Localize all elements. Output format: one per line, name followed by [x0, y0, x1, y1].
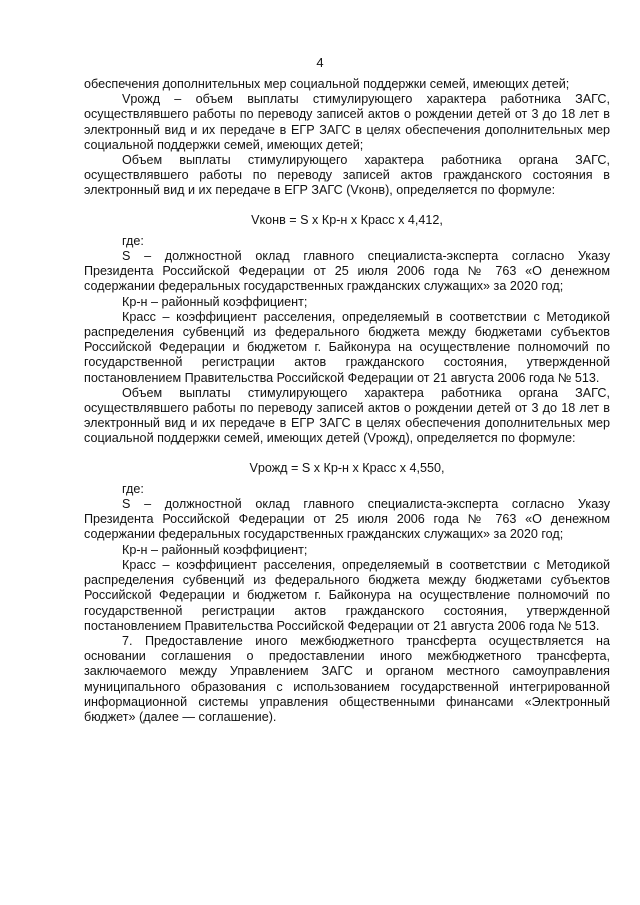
paragraph-krass-definition-2: Красс – коэффициент расселения, определяемый в соответствии с Методикой распределения субвенций из федерального бюджета между бюджетами субъектов Российской Федерации и бюджетом г. Байконура на осуществление полномочий по государственной регистрации актов гражданского состояния, утвержденной постановлением Правительства Российской Федерации от 21 августа 2006 года № 513.: [84, 557, 610, 633]
formula-vkonv: Vконв = S x Кр-н x Красс x 4,412,: [251, 212, 443, 227]
paragraph-krn-definition-1: Кр-н – районный коэффициент;: [122, 294, 308, 309]
paragraph-where-1: где:: [122, 233, 144, 248]
paragraph-s-definition-1: S – должностной оклад главного специалиста-эксперта согласно Указу Президента Российской Федерации от 25 июля 2006 года № 763 «О денежном содержании федеральных государственных гражданских служащих» за 2020 год;: [84, 249, 610, 294]
paragraph-item-7: 7. Предоставление иного межбюджетного трансферта осуществляется на основании соглашения о предоставлении иного межбюджетного трансферта, заключаемого между Управлением ЗАГС и органом местного самоуправления муниципального образования с использованием государственной интегрированной информационной системы управления общественными финансами «Электронный бюджет» (далее — соглашение).: [84, 633, 610, 724]
paragraph-vrozhd-intro: Объем выплаты стимулирующего характера работника органа ЗАГС, осуществлявшего работы по переводу записей актов о рождении детей от 3 до 18 лет в электронный вид и их передаче в ЕГР ЗАГС в целях обеспечения дополнительных мер социальной поддержки семей, имеющих детей (Vрожд), определяется по формуле:: [84, 385, 610, 446]
paragraph-continuation: обеспечения дополнительных мер социальной поддержки семей, имеющих детей;: [84, 77, 570, 91]
paragraph-s-definition-2: S – должностной оклад главного специалиста-эксперта согласно Указу Президента Российской Федерации от 25 июля 2006 года № 763 «О денежном содержании федеральных государственных гражданских служащих» за 2020 год;: [84, 497, 610, 542]
paragraph-where-2: где:: [122, 481, 144, 496]
document-body: [84, 77, 610, 725]
page-number: 4: [316, 55, 324, 70]
paragraph-krass-definition-1: Красс – коэффициент расселения, определяемый в соответствии с Методикой распределения субвенций из федерального бюджета между бюджетами субъектов Российской Федерации и бюджетом г. Байконура на осуществление полномочий по государственной регистрации актов гражданского состояния, утвержденной постановлением Правительства Российской Федерации от 21 августа 2006 года № 513.: [84, 309, 610, 385]
formula-vrozhd: Vрожд = S x Кр-н x Красс x 4,550,: [249, 460, 445, 475]
paragraph-vrozhd-definition: Vрожд – объем выплаты стимулирующего характера работника ЗАГС, осуществлявшего работы по переводу записей актов о рождении детей от 3 до 18 лет в электронный вид и их передаче в ЕГР ЗАГС в целях обеспечения дополнительных мер социальной поддержки семей, имеющих детей;: [84, 92, 610, 152]
paragraph-vkonv-intro: Объем выплаты стимулирующего характера работника органа ЗАГС, осуществлявшего работы по переводу записей актов гражданского состояния в электронный вид и их передаче в ЕГР ЗАГС (Vконв), определяется по формуле:: [84, 153, 610, 198]
paragraph-krn-definition-2: Кр-н – районный коэффициент;: [122, 542, 308, 557]
